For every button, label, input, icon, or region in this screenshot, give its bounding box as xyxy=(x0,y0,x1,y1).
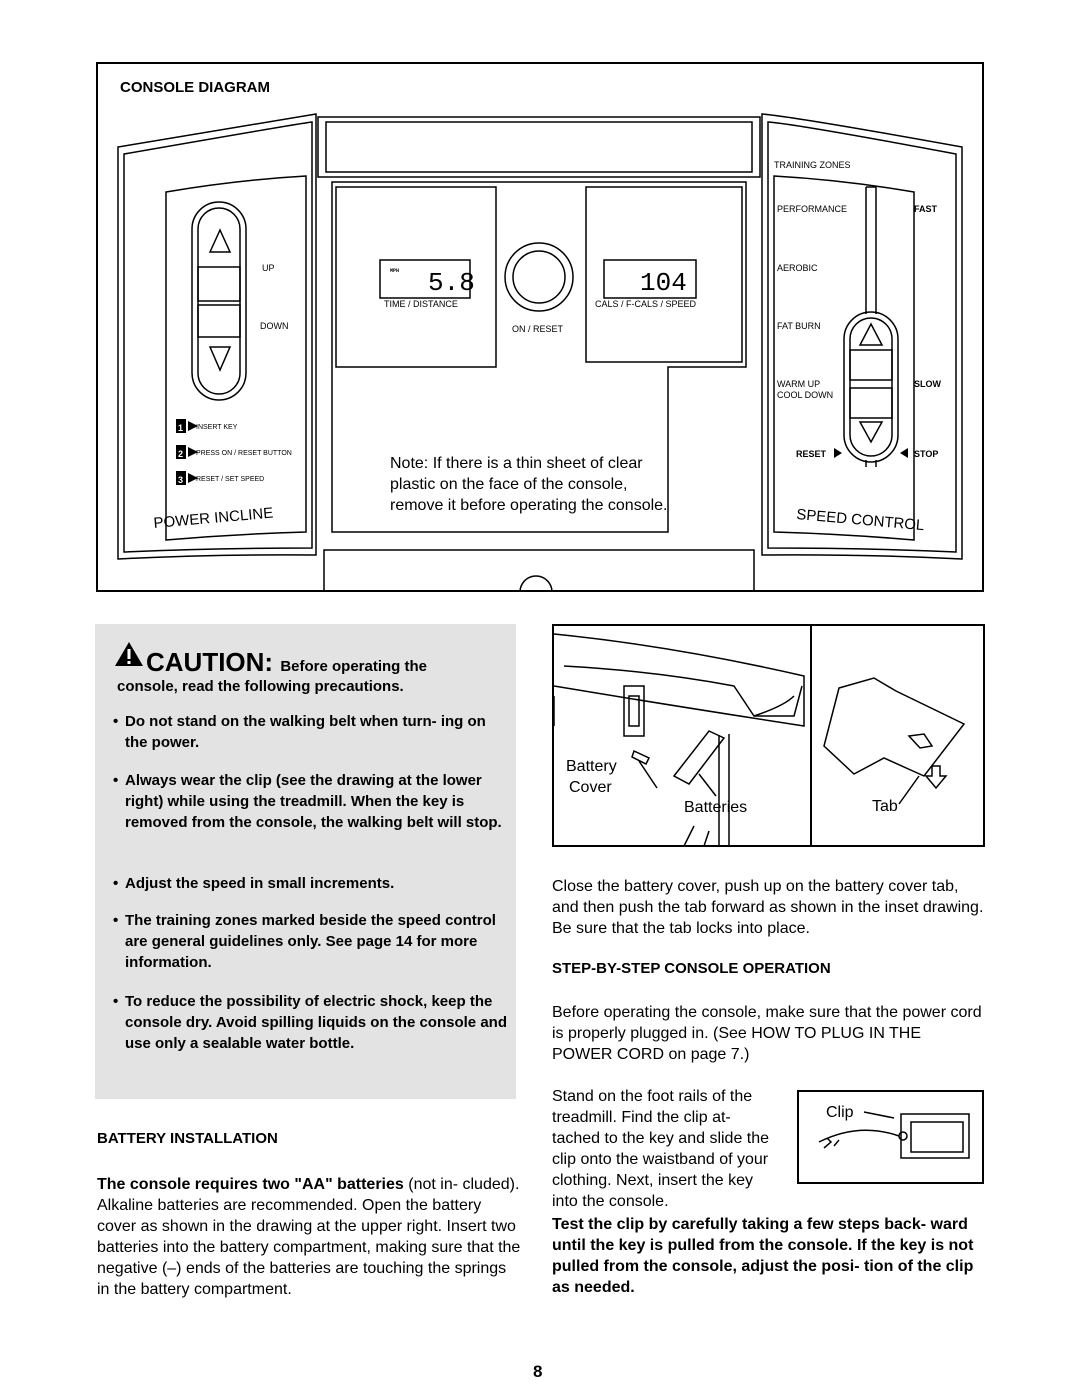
close-cover-paragraph: Close the battery cover, push up on the battery cover tab, and then push the tab forward as shown in the inset drawing. Be sure that the tab locks into place. xyxy=(552,878,984,937)
battery-heading: BATTERY INSTALLATION xyxy=(97,1130,278,1147)
page-number: 8 xyxy=(533,1362,543,1381)
caution-word: CAUTION: xyxy=(146,647,274,677)
incline-down-label: DOWN xyxy=(260,321,289,331)
clip-label: Clip xyxy=(826,1104,854,1121)
battery-lead: The console requires two "AA" batteries xyxy=(97,1176,404,1193)
label-batteries: Batteries xyxy=(684,799,748,816)
incline-caption: POWER INCLINE xyxy=(152,504,274,532)
speed-slow: SLOW xyxy=(914,379,941,389)
label-battery: Battery xyxy=(566,758,617,775)
incline-step-num: 3 xyxy=(178,475,184,485)
lcd-left-label: TIME / DISTANCE xyxy=(384,299,458,309)
speed-fast: FAST xyxy=(914,204,938,214)
incline-step-num: 1 xyxy=(178,423,184,433)
battery-cover-drawing xyxy=(554,626,983,845)
on-reset-label: ON / RESET xyxy=(512,324,564,334)
caution-intro-a: Before operating the xyxy=(280,658,428,675)
caution-bullet: • Adjust the speed in small increments. xyxy=(113,875,395,892)
label-cover: Cover xyxy=(569,779,612,796)
battery-body: (not in- cluded). Alkaline batteries are recommended. Open the battery cover as shown in the drawing at the upper right. Insert two batteries into the battery compartment, making sure that the negative (–) ends of the batteries are touching the springs in the battery compartment. xyxy=(97,1176,521,1298)
operation-para-2: Stand on the foot rails of the treadmill. Find the clip at- tached to the key and slide the clip onto the waistband of your clothing. Next, insert the key into the console. xyxy=(552,1088,770,1210)
console-note: Note: If there is a thin sheet of clear plastic on the face of the console, remove it before operating the console. xyxy=(390,455,668,514)
zone-aerobic: AEROBIC xyxy=(777,263,818,273)
zone-cool-down: COOL DOWN xyxy=(777,390,834,400)
battery-paragraph xyxy=(97,1174,522,1300)
caution-bullet: • Do not stand on the walking belt when turn- ing on the power. xyxy=(113,713,486,751)
caution-intro-b: console, read the following precautions. xyxy=(117,678,404,695)
incline-step-label: PRESS ON / RESET BUTTON xyxy=(196,450,292,457)
caution-heading xyxy=(146,647,427,678)
speed-stop: STOP xyxy=(914,449,939,459)
operation-para-1: Before operating the console, make sure that the power cord is properly plugged in. (See HOW TO PLUG IN THE POWER CORD on page 7.) xyxy=(552,1004,982,1063)
warning-triangle-icon xyxy=(113,640,145,668)
incline-step-num: 2 xyxy=(178,449,184,459)
incline-up-label: UP xyxy=(262,263,275,273)
caution-bullet: • The training zones marked beside the speed control are general guidelines only. See page 14 for more information. xyxy=(113,912,496,971)
label-tab: Tab xyxy=(872,798,898,815)
caution-bullet: • To reduce the possibility of electric shock, keep the console dry. Avoid spilling liquids on the console and use only a sealable water bottle. xyxy=(113,993,507,1052)
speed-caption: SPEED CONTROL xyxy=(795,506,926,535)
zone-reset: RESET xyxy=(796,449,827,459)
lcd-right-value: 104 xyxy=(640,268,687,298)
operation-para-3: Test the clip by carefully taking a few steps back- ward until the key is pulled from the console. If the key is not pulled from the console, adjust the posi- tion of the clip as needed. xyxy=(552,1216,974,1296)
incline-step-label: INSERT KEY xyxy=(196,424,238,431)
zones-title: TRAINING ZONES xyxy=(774,160,851,170)
clip-drawing xyxy=(799,1092,982,1182)
incline-step-label: RESET / SET SPEED xyxy=(196,476,265,483)
operation-heading: STEP-BY-STEP CONSOLE OPERATION xyxy=(552,960,831,977)
lcd-right-label: CALS / F-CALS / SPEED xyxy=(595,299,697,309)
console-diagram-title: CONSOLE DIAGRAM xyxy=(120,79,270,96)
zone-warm-up: WARM UP xyxy=(777,379,821,389)
lcd-left-value: 5.8 xyxy=(428,268,475,298)
zone-performance: PERFORMANCE xyxy=(777,204,848,214)
zone-fat-burn: FAT BURN xyxy=(777,321,821,331)
lcd-unit: MPH xyxy=(390,268,400,274)
caution-bullet: • Always wear the clip (see the drawing at the lower right) while using the treadmill. When the key is removed from the console, the walking belt will stop. xyxy=(113,772,502,831)
